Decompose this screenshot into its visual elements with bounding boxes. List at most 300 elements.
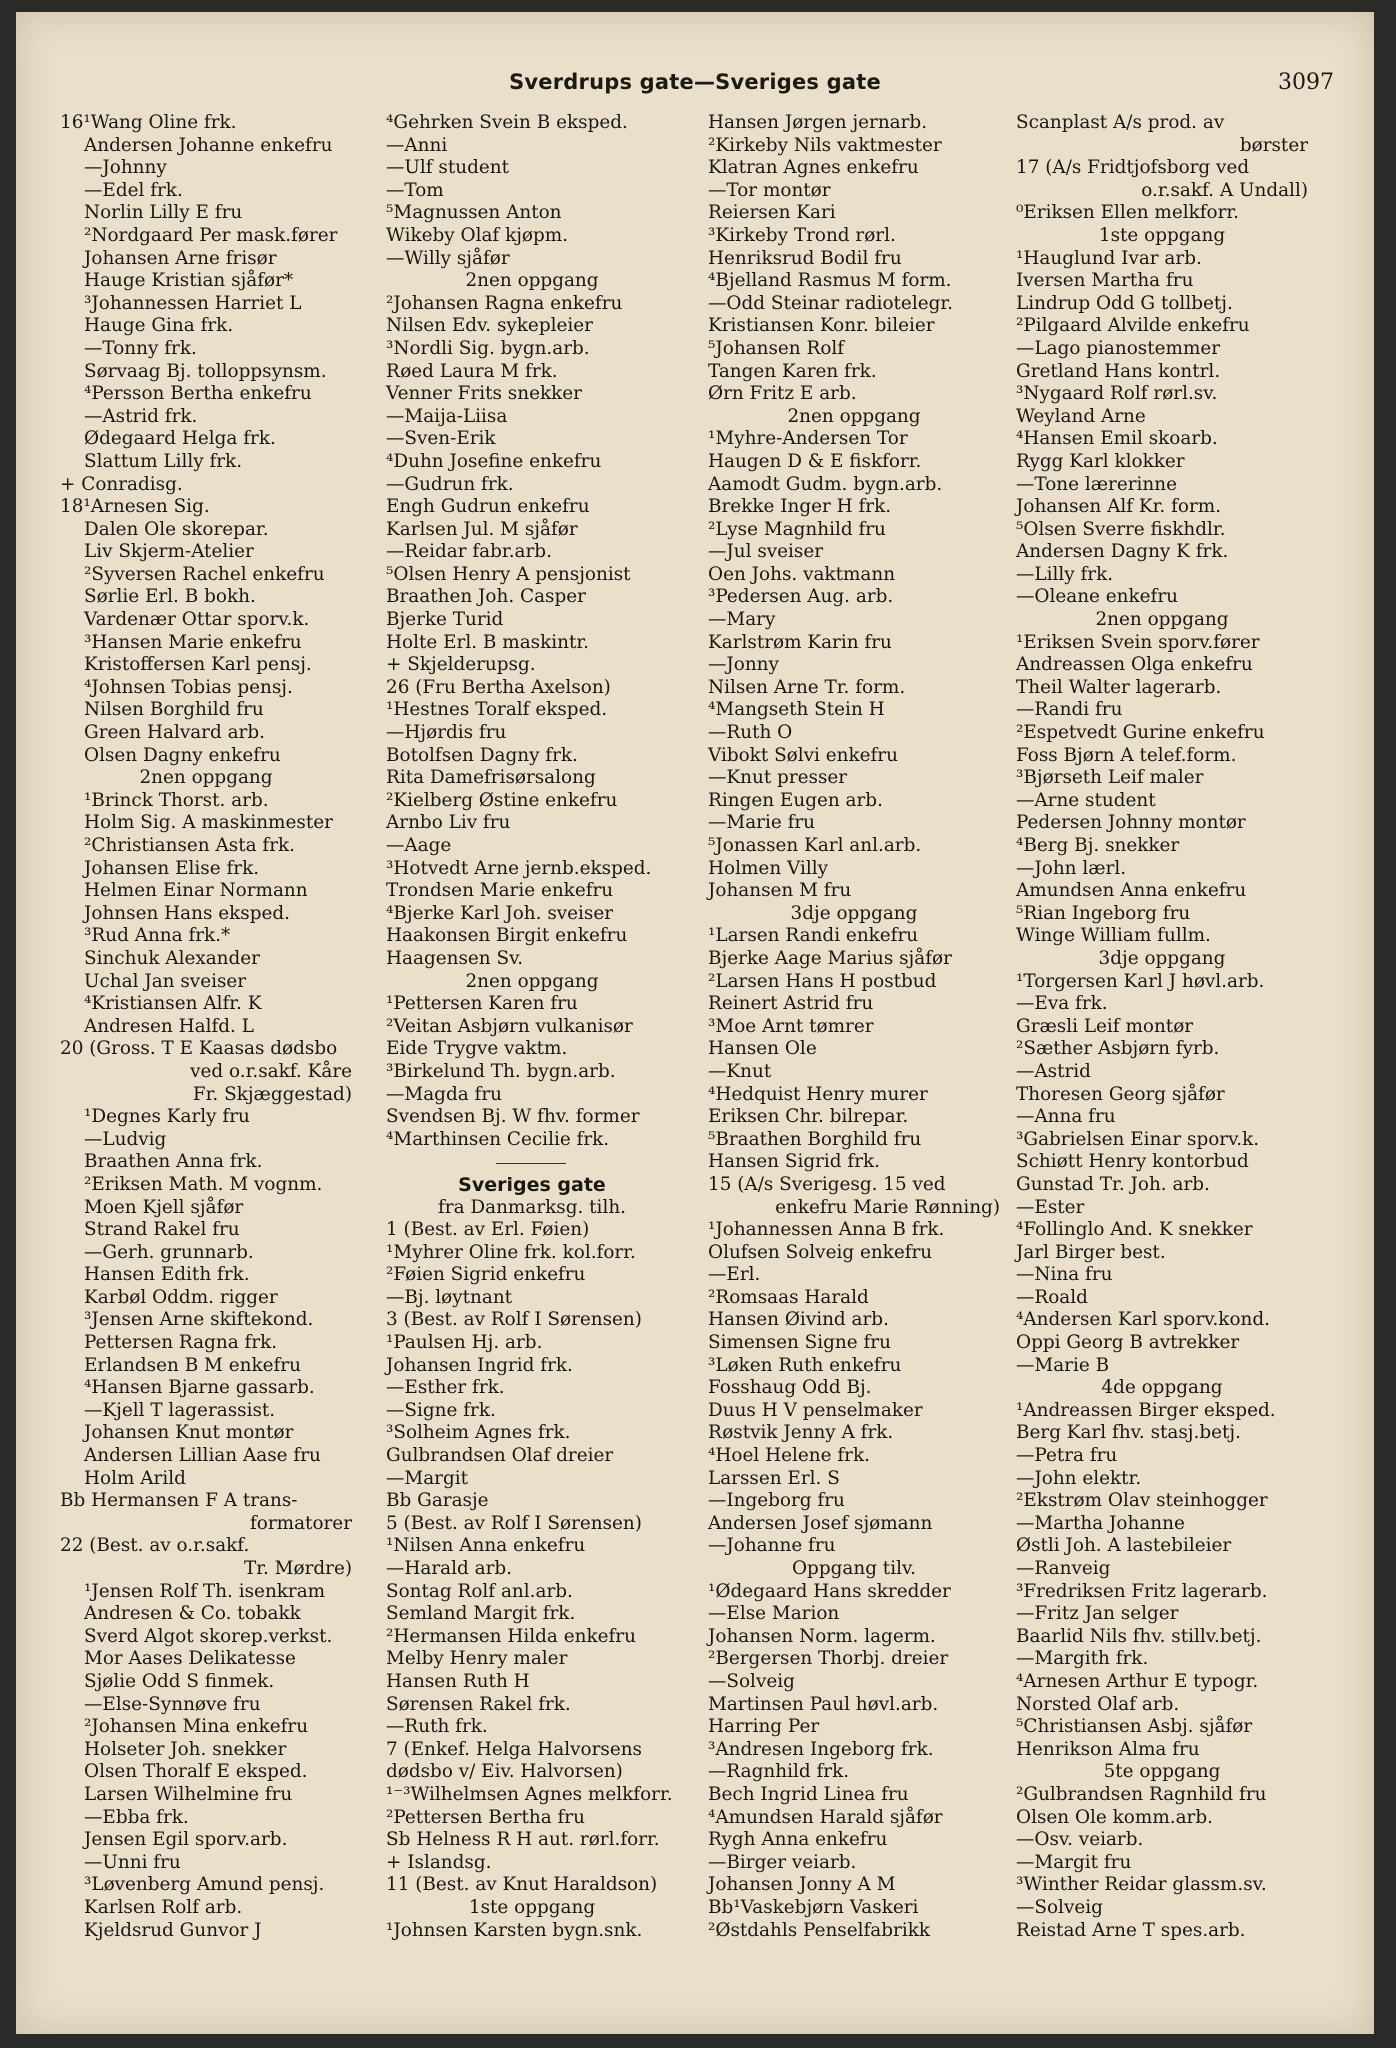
directory-line: ²Larsen Hans H postbud bbox=[708, 970, 937, 992]
directory-line: Kristiansen Konr. bileier bbox=[708, 315, 935, 337]
directory-line: —Solveig bbox=[1016, 1896, 1103, 1918]
directory-line: —Johnny bbox=[84, 157, 167, 179]
directory-line: Winge William fullm. bbox=[1016, 925, 1211, 947]
directory-line: —Tone lærerinne bbox=[1016, 473, 1177, 495]
directory-line: Johansen M fru bbox=[708, 880, 852, 902]
directory-line: Ringen Eugen arb. bbox=[708, 789, 883, 811]
directory-line: Brekke Inger H frk. bbox=[708, 496, 892, 518]
directory-line: ³Winther Reidar glassm.sv. bbox=[1016, 1874, 1267, 1896]
directory-line: ¹Myhre-Andersen Tor bbox=[708, 428, 908, 450]
directory-line: —Marie fru bbox=[708, 812, 816, 834]
directory-line: ⁴Follinglo And. K snekker bbox=[1016, 1219, 1253, 1241]
directory-line: ²Romsaas Harald bbox=[708, 1286, 869, 1308]
directory-line: Foss Bjørn A telef.form. bbox=[1016, 744, 1237, 766]
directory-line: Østli Joh. A lastebileier bbox=[1016, 1535, 1232, 1557]
directory-line: Berg Karl fhv. stasj.betj. bbox=[1016, 1422, 1241, 1444]
directory-line: 20 (Gross. T E Kaasas dødsbo bbox=[60, 1038, 338, 1060]
directory-line: Bjerke Aage Marius sjåfør bbox=[708, 947, 952, 969]
directory-line: Svendsen Bj. W fhv. former bbox=[386, 1106, 640, 1128]
directory-line: —Oleane enkefru bbox=[1016, 586, 1178, 608]
directory-line: —Kjell T lagerassist. bbox=[84, 1399, 276, 1421]
directory-line: ³Nygaard Rolf rørl.sv. bbox=[1016, 383, 1218, 405]
directory-line: Johansen Knut montør bbox=[84, 1422, 294, 1444]
directory-line: Gunstad Tr. Joh. arb. bbox=[1016, 1173, 1210, 1195]
directory-line: 1ste oppgang bbox=[1098, 224, 1226, 246]
directory-line: Nilsen Arne Tr. form. bbox=[708, 676, 906, 698]
directory-line: Jensen Egil sporv.arb. bbox=[84, 1829, 288, 1851]
directory-line: ⁴Arnesen Arthur E typogr. bbox=[1016, 1670, 1259, 1692]
directory-line: Bjerke Turid bbox=[386, 609, 504, 631]
directory-line: ¹Pettersen Karen fru bbox=[386, 993, 578, 1015]
directory-line: Hansen Edith frk. bbox=[84, 1264, 250, 1286]
directory-line: ⁵Christiansen Asbj. sjåfør bbox=[1016, 1716, 1253, 1738]
directory-line: ²Kielberg Østine enkefru bbox=[386, 789, 618, 811]
directory-line: Schiøtt Henry kontorbud bbox=[1016, 1151, 1249, 1173]
directory-line: ²Johansen Ragna enkefru bbox=[386, 292, 623, 314]
directory-line: Reinert Astrid fru bbox=[708, 993, 874, 1015]
directory-line: 1ste oppgang bbox=[468, 1896, 596, 1918]
directory-line: ²Nordgaard Per mask.fører bbox=[84, 224, 338, 246]
directory-line: —Ruth O bbox=[708, 722, 793, 744]
directory-line: ¹Paulsen Hj. arb. bbox=[386, 1332, 543, 1354]
directory-line: —Johanne fru bbox=[708, 1535, 836, 1557]
directory-line: ²Eriksen Math. M vognm. bbox=[84, 1173, 323, 1195]
directory-line: 11 (Best. av Knut Haraldson) bbox=[386, 1874, 658, 1896]
directory-line: ⁴Hedquist Henry murer bbox=[708, 1083, 928, 1105]
directory-line: ³Fredriksen Fritz lagerarb. bbox=[1016, 1580, 1268, 1602]
directory-line: 26 (Fru Bertha Axelson) bbox=[386, 676, 611, 698]
directory-line: —Unni fru bbox=[84, 1851, 181, 1873]
directory-line: 5te oppgang bbox=[1103, 1761, 1221, 1783]
directory-line: 22 (Best. av o.r.sakf. bbox=[60, 1535, 250, 1557]
directory-line: ³Johannessen Harriet L bbox=[84, 292, 302, 314]
directory-line: —Willy sjåfør bbox=[386, 247, 510, 269]
directory-line: ¹Larsen Randi enkefru bbox=[708, 925, 919, 947]
directory-line: Norsted Olaf arb. bbox=[1016, 1693, 1180, 1715]
directory-line: dødsbo v/ Eiv. Halvorsen) bbox=[386, 1761, 623, 1783]
directory-line: Ørn Fritz E arb. bbox=[708, 383, 857, 405]
directory-line: Strand Rakel fru bbox=[84, 1219, 240, 1241]
directory-line: —Ingeborg fru bbox=[708, 1490, 845, 1512]
directory-line: —Erl. bbox=[708, 1264, 761, 1286]
directory-line: Liv Skjerm-Atelier bbox=[84, 541, 254, 563]
directory-line: ³Løvenberg Amund pensj. bbox=[84, 1874, 325, 1896]
directory-line: —Ulf student bbox=[386, 157, 509, 179]
directory-line: 2nen oppgang bbox=[465, 970, 599, 992]
directory-line: Rita Damefrisørsalong bbox=[386, 767, 596, 789]
directory-line: børster bbox=[1239, 134, 1308, 156]
directory-line: Melby Henry maler bbox=[386, 1648, 568, 1670]
directory-line: Holseter Joh. snekker bbox=[84, 1738, 287, 1760]
directory-line: Sørvaag Bj. tolloppsynsm. bbox=[84, 360, 327, 382]
directory-line: Johansen Jonny A M bbox=[708, 1874, 896, 1896]
directory-line: —Petra fru bbox=[1016, 1445, 1118, 1467]
directory-line: Eriksen Chr. bilrepar. bbox=[708, 1106, 909, 1128]
directory-line: 16¹Wang Oline frk. bbox=[60, 112, 237, 133]
directory-line: ⁴Amundsen Harald sjåfør bbox=[708, 1806, 943, 1828]
directory-line: Lindrup Odd G tollbetj. bbox=[1016, 292, 1233, 314]
directory-line: ²Gulbrandsen Ragnhild fru bbox=[1016, 1783, 1267, 1805]
directory-line: Karbøl Oddm. rigger bbox=[84, 1286, 278, 1308]
directory-line: Hansen Øivind arb. bbox=[708, 1309, 889, 1331]
directory-line: Martinsen Paul høvl.arb. bbox=[708, 1693, 939, 1715]
directory-line: ²Christiansen Asta frk. bbox=[84, 835, 295, 856]
directory-line: 2nen oppgang bbox=[787, 405, 921, 427]
directory-line: ²Bergersen Thorbj. dreier bbox=[708, 1648, 949, 1670]
directory-line: Larssen Erl. S bbox=[708, 1467, 840, 1489]
directory-line: Larsen Wilhelmine fru bbox=[84, 1783, 293, 1805]
directory-line: 15 (A/s Sverigesg. 15 ved bbox=[708, 1173, 946, 1195]
directory-line: Baarlid Nils fhv. stillv.betj. bbox=[1016, 1625, 1262, 1647]
directory-line: Røed Laura M frk. bbox=[386, 360, 558, 382]
directory-line: Bech Ingrid Linea fru bbox=[708, 1783, 909, 1805]
directory-line: 4de oppgang bbox=[1101, 1377, 1223, 1399]
directory-line: Johansen Ingrid frk. bbox=[386, 1354, 573, 1376]
directory-line: Hansen Ruth H bbox=[386, 1670, 530, 1692]
directory-line: Gulbrandsen Olaf dreier bbox=[386, 1445, 614, 1467]
directory-line: Jarl Birger best. bbox=[1016, 1241, 1166, 1263]
directory-line: ⁴Gehrken Svein B eksped. bbox=[386, 112, 628, 133]
directory-line: Bb Garasje bbox=[386, 1490, 489, 1512]
directory-line: Olufsen Solveig enkefru bbox=[708, 1241, 933, 1263]
directory-line: Andresen & Co. tobakk bbox=[84, 1603, 301, 1625]
directory-line: Simensen Signe fru bbox=[708, 1332, 891, 1354]
directory-line: ³Andresen Ingeborg frk. bbox=[708, 1738, 934, 1760]
directory-line: Slattum Lilly frk. bbox=[84, 450, 243, 472]
directory-line: —Ebba frk. bbox=[84, 1806, 189, 1828]
directory-line: ⁴Berg Bj. snekker bbox=[1016, 835, 1180, 856]
directory-line: Mor Aases Delikatesse bbox=[84, 1648, 296, 1670]
directory-line: ²Hermansen Hilda enkefru bbox=[386, 1625, 636, 1647]
directory-line: ³Bjørseth Leif maler bbox=[1016, 767, 1204, 789]
directory-line: —Osv. veiarb. bbox=[1016, 1829, 1144, 1851]
directory-line: Iversen Martha fru bbox=[1016, 270, 1194, 292]
directory-line: —Else-Synnøve fru bbox=[84, 1693, 261, 1715]
directory-line: —Martha Johanne bbox=[1016, 1512, 1185, 1534]
directory-line: —Anna fru bbox=[1016, 1106, 1116, 1128]
directory-line: —Solveig bbox=[708, 1670, 795, 1692]
directory-line: —Harald arb. bbox=[386, 1558, 513, 1579]
directory-line: Sb Helness R H aut. rørl.forr. bbox=[386, 1829, 660, 1851]
directory-line: ²Ekstrøm Olav steinhogger bbox=[1016, 1490, 1268, 1512]
directory-line: Green Halvard arb. bbox=[84, 722, 265, 744]
directory-line: ³Hansen Marie enkefru bbox=[84, 631, 302, 653]
directory-line: —Roald bbox=[1016, 1286, 1088, 1308]
directory-line: Ødegaard Helga frk. bbox=[84, 428, 276, 450]
directory-line: Karlsen Rolf arb. bbox=[84, 1896, 243, 1918]
directory-line: Johansen Alf Kr. form. bbox=[1016, 496, 1222, 518]
directory-line: Dalen Ole skorepar. bbox=[84, 518, 269, 540]
directory-line: Harring Per bbox=[708, 1716, 820, 1738]
directory-line: ⁴Bjerke Karl Joh. sveiser bbox=[386, 902, 614, 924]
directory-line: —Tonny frk. bbox=[84, 337, 197, 359]
directory-line: 3 (Best. av Rolf I Sørensen) bbox=[386, 1309, 642, 1331]
directory-line: —Ragnhild frk. bbox=[708, 1761, 850, 1783]
directory-line: —Ludvig bbox=[84, 1128, 167, 1150]
directory-line: Erlandsen B M enkefru bbox=[84, 1354, 301, 1376]
directory-line: ³Solheim Agnes frk. bbox=[386, 1422, 571, 1444]
directory-line: —Aage bbox=[386, 835, 452, 856]
directory-line: —Gerh. grunnarb. bbox=[84, 1241, 254, 1263]
directory-line: —Birger veiarb. bbox=[708, 1851, 857, 1873]
directory-line: ¹Degnes Karly fru bbox=[84, 1106, 250, 1128]
directory-line: 2nen oppgang bbox=[1095, 609, 1229, 631]
directory-line: 18¹Arnesen Sig. bbox=[60, 496, 210, 518]
directory-line: ⁵Jonassen Karl anl.arb. bbox=[708, 835, 922, 856]
directory-line: Tr. Mørdre) bbox=[243, 1558, 352, 1579]
directory-line: Arnbo Liv fru bbox=[386, 812, 511, 834]
directory-line: ¹Ødegaard Hans skredder bbox=[708, 1580, 951, 1602]
directory-line: ³Gabrielsen Einar sporv.k. bbox=[1016, 1128, 1260, 1150]
directory-line: Scanplast A/s prod. av bbox=[1016, 112, 1225, 133]
directory-line: ¹Nilsen Anna enkefru bbox=[386, 1535, 586, 1557]
directory-line: —Randi fru bbox=[1016, 699, 1123, 721]
directory-line: ⁵Rian Ingeborg fru bbox=[1016, 902, 1191, 924]
directory-line: Fr. Skjæggestad) bbox=[192, 1083, 352, 1105]
directory-line: ⁴Kristiansen Alfr. K bbox=[84, 993, 262, 1015]
directory-line: Oppgang tilv. bbox=[791, 1558, 917, 1579]
directory-line: Thoresen Georg sjåfør bbox=[1016, 1083, 1225, 1105]
directory-line: —Jul sveiser bbox=[708, 541, 824, 563]
directory-line: —Reidar fabr.arb. bbox=[386, 541, 552, 563]
directory-line: ³Kirkeby Trond rørl. bbox=[708, 224, 896, 246]
directory-line: ²Espetvedt Gurine enkefru bbox=[1016, 722, 1265, 744]
directory-line: ved o.r.sakf. Kåre bbox=[190, 1060, 352, 1082]
directory-line: Rygh Anna enkefru bbox=[708, 1829, 888, 1851]
directory-line: ¹Hestnes Toralf eksped. bbox=[386, 699, 608, 721]
directory-line: —Edel frk. bbox=[84, 179, 183, 201]
directory-line: —Bj. løytnant bbox=[386, 1286, 513, 1308]
page-number: 3097 bbox=[1278, 70, 1334, 95]
directory-line: Henrikson Alma fru bbox=[1016, 1738, 1200, 1760]
directory-line: Norlin Lilly E fru bbox=[84, 202, 243, 224]
directory-line: Andersen Johanne enkefru bbox=[84, 134, 333, 156]
directory-line: —Anni bbox=[386, 134, 448, 156]
directory-line: —Fritz Jan selger bbox=[1016, 1603, 1179, 1625]
directory-line: —Magda fru bbox=[386, 1083, 502, 1105]
column-3 bbox=[708, 112, 1000, 1942]
directory-line: ¹Johannessen Anna B frk. bbox=[708, 1219, 945, 1241]
directory-line: —Ruth frk. bbox=[386, 1716, 488, 1738]
directory-line: Duus H V penselmaker bbox=[708, 1399, 923, 1421]
directory-line: Holm Arild bbox=[84, 1467, 186, 1489]
directory-line: Botolfsen Dagny frk. bbox=[386, 744, 578, 766]
directory-line: 17 (A/s Fridtjofsborg ved bbox=[1016, 157, 1250, 179]
directory-line: Eide Trygve vaktm. bbox=[386, 1038, 568, 1060]
directory-line: Sørensen Rakel frk. bbox=[386, 1693, 571, 1715]
directory-line: ⁵Olsen Sverre fiskhdlr. bbox=[1016, 518, 1226, 540]
directory-line: 2nen oppgang bbox=[465, 270, 599, 292]
directory-line: ⁴Hansen Bjarne gassarb. bbox=[84, 1377, 315, 1399]
directory-line: Hansen Sigrid frk. bbox=[708, 1151, 880, 1173]
directory-line: —Esther frk. bbox=[386, 1377, 505, 1399]
column-2 bbox=[386, 112, 678, 1942]
directory-line: —Tom bbox=[386, 179, 444, 201]
directory-line: —Arne student bbox=[1016, 789, 1156, 811]
directory-line: Braathen Joh. Casper bbox=[386, 586, 586, 608]
directory-line: ⁴Persson Bertha enkefru bbox=[84, 383, 312, 405]
directory-line: Sørlie Erl. B bokh. bbox=[84, 586, 256, 608]
directory-line: —Signe frk. bbox=[386, 1399, 496, 1421]
directory-line: Græsli Leif montør bbox=[1016, 1015, 1194, 1037]
directory-line: Aamodt Gudm. bygn.arb. bbox=[708, 473, 943, 495]
directory-line: ⁴Johnsen Tobias pensj. bbox=[84, 676, 293, 698]
directory-line: Oen Johs. vaktmann bbox=[708, 563, 896, 585]
directory-line: Pettersen Ragna frk. bbox=[84, 1332, 278, 1354]
directory-line: ²Lyse Magnhild fru bbox=[708, 518, 886, 540]
directory-line: o.r.sakf. A Undall) bbox=[1141, 179, 1308, 201]
directory-line: Oppi Georg B avtrekker bbox=[1016, 1332, 1240, 1354]
directory-line: ¹Myhrer Oline frk. kol.forr. bbox=[386, 1241, 636, 1263]
directory-line: —Margith frk. bbox=[1016, 1648, 1149, 1670]
directory-line: Johansen Norm. lagerm. bbox=[708, 1625, 936, 1647]
directory-line: Holm Sig. A maskinmester bbox=[84, 812, 333, 834]
directory-line: Hansen Ole bbox=[708, 1038, 817, 1060]
directory-line: Semland Margit frk. bbox=[386, 1603, 576, 1625]
directory-line: ³Rud Anna frk.* bbox=[84, 925, 231, 947]
directory-line: ⁵Magnussen Anton bbox=[386, 202, 562, 224]
directory-line: ²Veitan Asbjørn vulkanisør bbox=[386, 1015, 633, 1037]
directory-line: Johansen Elise frk. bbox=[84, 857, 260, 879]
directory-line: ¹Brinck Thorst. arb. bbox=[84, 789, 269, 811]
directory-line: 1 (Best. av Erl. Føien) bbox=[386, 1219, 590, 1241]
directory-line: —Lago pianostemmer bbox=[1016, 337, 1221, 359]
directory-line: Kjeldsrud Gunvor J bbox=[84, 1919, 262, 1941]
directory-line: —Ester bbox=[1016, 1196, 1085, 1218]
directory-line: ³Løken Ruth enkefru bbox=[708, 1354, 902, 1376]
directory-line: 3dje oppgang bbox=[1098, 947, 1226, 969]
directory-line: Nilsen Edv. sykepleier bbox=[386, 315, 593, 337]
directory-line: ³Moe Arnt tømrer bbox=[708, 1015, 874, 1037]
directory-line: —Nina fru bbox=[1016, 1264, 1113, 1286]
directory-line: Vardenær Ottar sporv.k. bbox=[84, 609, 310, 631]
directory-line: Hansen Jørgen jernarb. bbox=[708, 112, 928, 133]
directory-line: ¹Hauglund Ivar arb. bbox=[1016, 247, 1202, 269]
directory-line: fra Danmarksg. tilh. bbox=[437, 1196, 627, 1218]
directory-line: ¹Andreassen Birger eksped. bbox=[1016, 1399, 1276, 1421]
directory-line: ⁴Hansen Emil skoarb. bbox=[1016, 428, 1218, 450]
directory-line: ²Johansen Mina enkefru bbox=[84, 1716, 309, 1738]
directory-line: Andersen Lillian Aase fru bbox=[84, 1445, 321, 1467]
directory-line: Reistad Arne T spes.arb. bbox=[1016, 1919, 1246, 1941]
directory-line: Andresen Halfd. L bbox=[84, 1015, 254, 1037]
directory-line: —Margit bbox=[386, 1467, 469, 1489]
directory-line: Theil Walter lagerarb. bbox=[1016, 676, 1222, 698]
directory-line: ⁴Duhn Josefine enkefru bbox=[386, 450, 602, 472]
directory-line: ³Hotvedt Arne jernb.eksped. bbox=[386, 857, 652, 879]
column-1 bbox=[60, 112, 352, 1942]
directory-line: Haugen D & E fiskforr. bbox=[708, 450, 922, 472]
directory-line: ¹⁻³Wilhelmsen Agnes melkforr. bbox=[386, 1783, 673, 1805]
directory-line: ²Pilgaard Alvilde enkefru bbox=[1016, 315, 1250, 337]
directory-line: Reiersen Kari bbox=[708, 202, 836, 224]
directory-line: ¹Johnsen Karsten bygn.snk. bbox=[386, 1919, 643, 1941]
directory-line: Vibokt Sølvi enkefru bbox=[708, 744, 898, 766]
directory-line: formatorer bbox=[249, 1512, 352, 1534]
directory-line: —Odd Steinar radiotelegr. bbox=[708, 292, 953, 314]
directory-line: Weyland Arne bbox=[1016, 405, 1146, 427]
directory-line: ¹Jensen Rolf Th. isenkram bbox=[84, 1580, 326, 1602]
directory-line: —Astrid frk. bbox=[84, 405, 198, 427]
directory-line: Engh Gudrun enkefru bbox=[386, 496, 590, 518]
directory-line: enkefru Marie Rønning) bbox=[775, 1196, 1000, 1218]
directory-line: Olsen Thoralf E eksped. bbox=[84, 1761, 308, 1783]
directory-line: ²Sæther Asbjørn fyrb. bbox=[1016, 1038, 1220, 1060]
directory-line: Haagensen Sv. bbox=[386, 947, 524, 969]
directory-line: Pedersen Johnny montør bbox=[1016, 812, 1246, 834]
section-heading: Sveriges gate bbox=[458, 1173, 606, 1196]
page-title: Sverdrups gate—Sveriges gate bbox=[509, 70, 881, 94]
directory-line: ²Pettersen Bertha fru bbox=[386, 1806, 585, 1828]
directory-line: Klatran Agnes enkefru bbox=[708, 157, 919, 179]
directory-line: —Sven-Erik bbox=[386, 428, 496, 450]
directory-line: Amundsen Anna enkefru bbox=[1016, 880, 1247, 902]
directory-line: 7 (Enkef. Helga Halvorsens bbox=[386, 1738, 642, 1760]
directory-line: Karlstrøm Karin fru bbox=[708, 631, 892, 653]
directory-line: Andreassen Olga enkefru bbox=[1016, 654, 1253, 676]
directory-line: —Jonny bbox=[708, 654, 779, 676]
directory-line: Olsen Ole komm.arb. bbox=[1016, 1806, 1213, 1828]
directory-line: Rygg Karl klokker bbox=[1016, 450, 1185, 472]
directory-line: ²Østdahls Penselfabrikk bbox=[708, 1919, 931, 1941]
directory-line: ⁴Bjelland Rasmus M form. bbox=[708, 270, 952, 292]
directory-line: + Conradisg. bbox=[60, 473, 183, 495]
directory-line: ⁵Braathen Borghild fru bbox=[708, 1128, 922, 1150]
directory-line: 3dje oppgang bbox=[790, 902, 918, 924]
directory-line: 2nen oppgang bbox=[139, 767, 273, 789]
page-header bbox=[16, 70, 1374, 100]
directory-line: + Islandsg. bbox=[386, 1851, 492, 1873]
directory-line: Moen Kjell sjåfør bbox=[84, 1196, 244, 1218]
directory-line: Andersen Josef sjømann bbox=[708, 1512, 933, 1534]
directory-line: Braathen Anna frk. bbox=[84, 1151, 263, 1173]
directory-line: ⁴Mangseth Stein H bbox=[708, 699, 885, 721]
directory-line: —John elektr. bbox=[1016, 1467, 1142, 1489]
directory-page bbox=[16, 12, 1374, 2034]
directory-line: Andersen Dagny K frk. bbox=[1016, 541, 1229, 563]
directory-line: Bb¹Vaskebjørn Vaskeri bbox=[708, 1896, 919, 1918]
directory-line: Johansen Arne frisør bbox=[84, 247, 277, 269]
directory-line: ³Jensen Arne skiftekond. bbox=[84, 1309, 314, 1331]
directory-line: —Ranveig bbox=[1016, 1558, 1111, 1579]
directory-line: Holmen Villy bbox=[708, 857, 828, 879]
directory-line: Kristoffersen Karl pensj. bbox=[84, 654, 312, 676]
directory-line: Sinchuk Alexander bbox=[84, 947, 260, 969]
directory-line: ²Føien Sigrid enkefru bbox=[386, 1264, 586, 1286]
directory-line: Trondsen Marie enkefru bbox=[386, 880, 614, 902]
directory-line: —Eva frk. bbox=[1016, 993, 1108, 1015]
directory-line: Karlsen Jul. M sjåfør bbox=[386, 518, 578, 540]
directory-line: Sontag Rolf anl.arb. bbox=[386, 1580, 573, 1602]
directory-line: Wikeby Olaf kjøpm. bbox=[386, 224, 569, 246]
directory-line: Røstvik Jenny A frk. bbox=[708, 1422, 894, 1444]
directory-line: —Marie B bbox=[1016, 1354, 1110, 1376]
directory-line: —Knut bbox=[708, 1060, 772, 1082]
directory-line: + Skjelderupsg. bbox=[386, 654, 536, 676]
column-4 bbox=[1016, 112, 1308, 1942]
directory-line: Holte Erl. B maskintr. bbox=[386, 631, 589, 653]
directory-line: Sverd Algot skorep.verkst. bbox=[84, 1625, 333, 1647]
directory-line: —Astrid bbox=[1016, 1060, 1091, 1082]
directory-line: Fosshaug Odd Bj. bbox=[708, 1377, 872, 1399]
directory-line: Helmen Einar Normann bbox=[84, 880, 308, 902]
directory-line: Henriksrud Bodil fru bbox=[708, 247, 902, 269]
directory-line: Bb Hermansen F A trans- bbox=[60, 1490, 298, 1512]
directory-line: Haakonsen Birgit enkefru bbox=[386, 925, 628, 947]
directory-line: ⁵Johansen Rolf bbox=[708, 337, 845, 359]
directory-line: —Hjørdis fru bbox=[386, 722, 507, 744]
directory-line: —Knut presser bbox=[708, 767, 848, 789]
